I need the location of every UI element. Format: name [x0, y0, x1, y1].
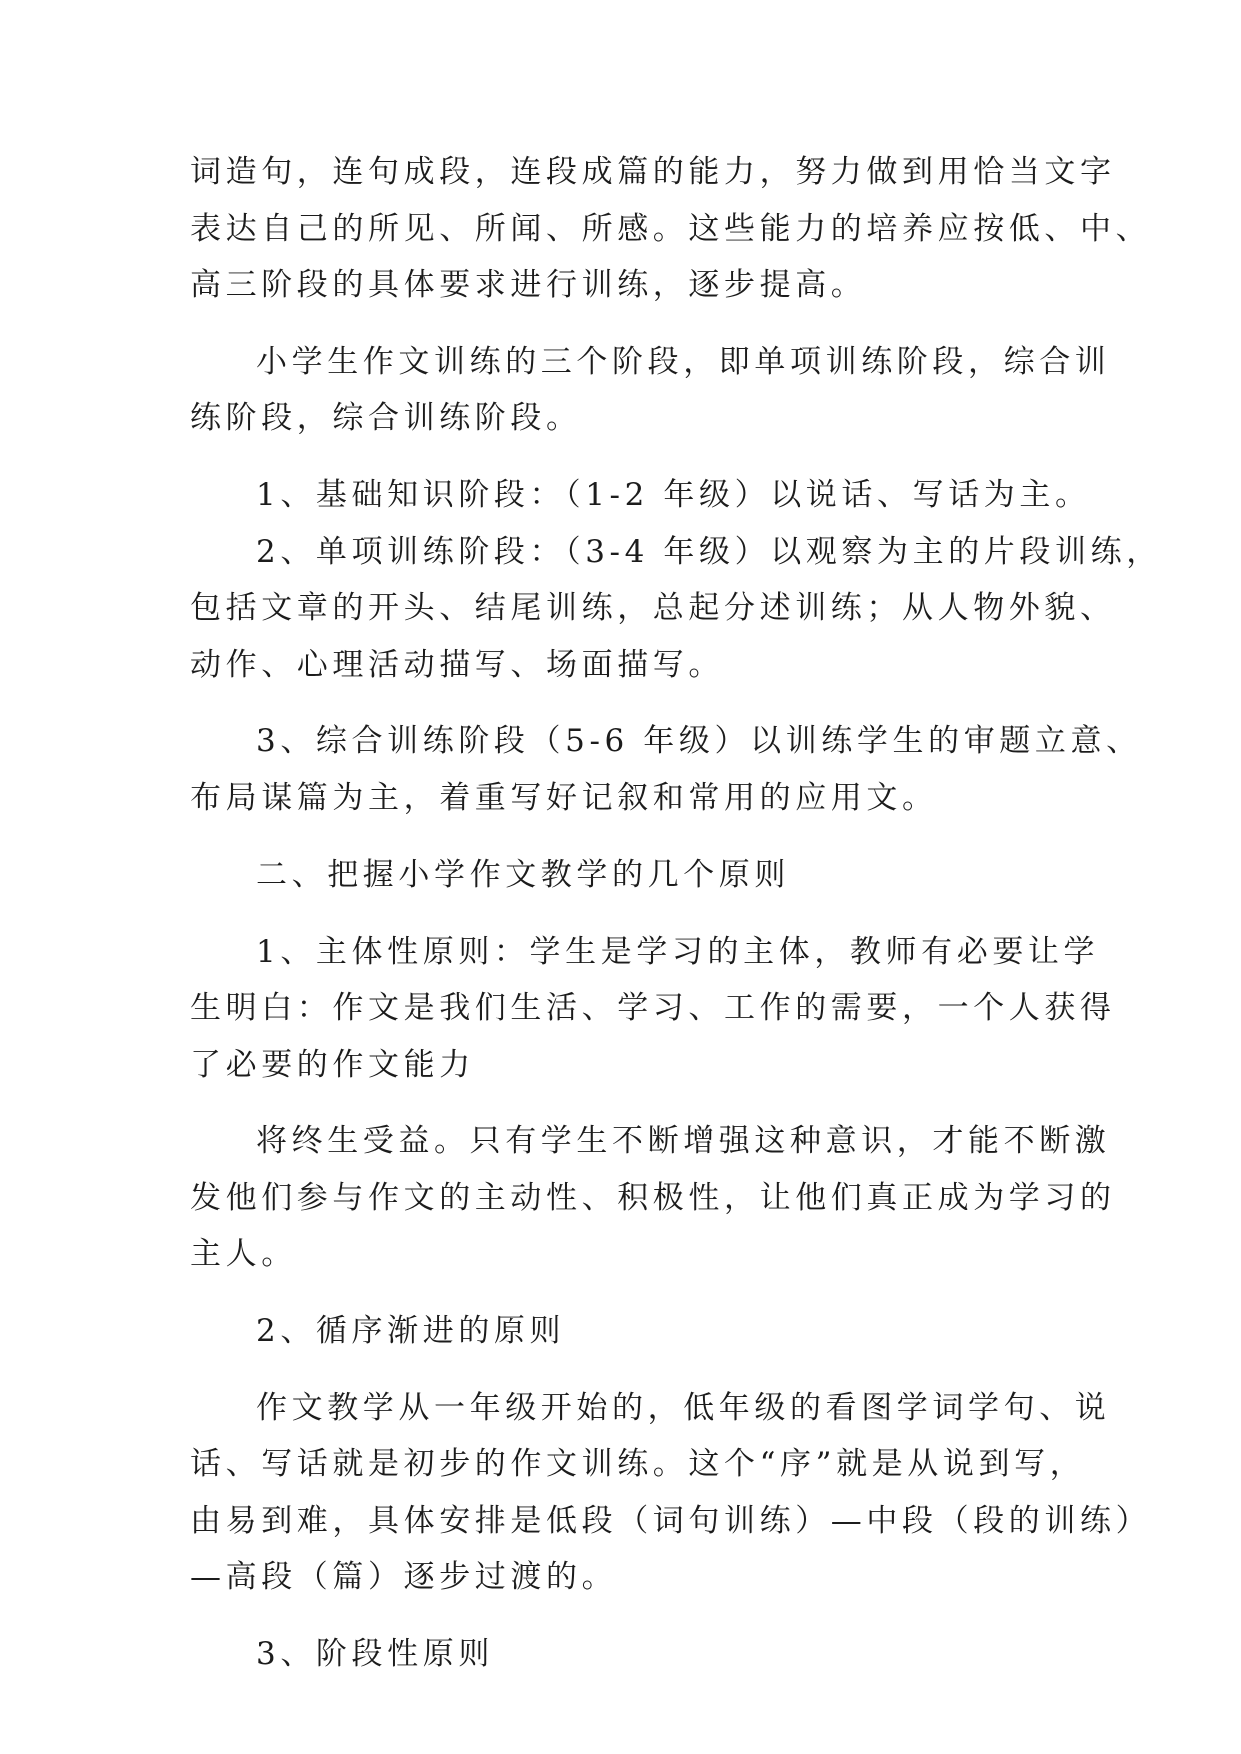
text-line: 布局谋篇为主，着重写好记叙和常用的应用文。 — [190, 780, 938, 816]
section-heading: 二、把握小学作文教学的几个原则 — [256, 857, 790, 893]
text-line: 由易到难，具体安排是低段（词句训练）—中段（段的训练） — [190, 1503, 1152, 1539]
text-line: 动作、心理活动描写、场面描写。 — [190, 647, 724, 683]
text-line: 了必要的作文能力 — [190, 1047, 475, 1083]
text-line: 包括文章的开头、结尾训练，总起分述训练；从人物外貌、 — [190, 590, 1116, 626]
principle-1: 1、主体性原则：学生是学习的主体，教师有必要让学 — [256, 934, 1100, 970]
principle-3: 3、阶段性原则 — [256, 1636, 494, 1672]
text-line: 高三阶段的具体要求进行训练，逐步提高。 — [190, 267, 867, 303]
text-line: 练阶段，综合训练阶段。 — [190, 400, 582, 436]
text-line: 话、写话就是初步的作文训练。这个“序”就是从说到写， — [190, 1446, 1086, 1482]
text-line: 主人。 — [190, 1236, 297, 1272]
text-line: —高段（篇）逐步过渡的。 — [190, 1559, 618, 1595]
text-line: 词造句，连句成段，连段成篇的能力，努力做到用恰当文字 — [190, 154, 1116, 190]
paragraph-start: 作文教学从一年级开始的，低年级的看图学词学句、说 — [256, 1390, 1111, 1426]
text-line: 发他们参与作文的主动性、积极性，让他们真正成为学习的 — [190, 1180, 1116, 1216]
text-line: 生明白：作文是我们生活、学习、工作的需要，一个人获得 — [190, 990, 1116, 1026]
list-item-3: 3、综合训练阶段（5-6 年级）以训练学生的审题立意、 — [256, 723, 1142, 759]
principle-2: 2、循序渐进的原则 — [256, 1313, 566, 1349]
text-line: 表达自己的所见、所闻、所感。这些能力的培养应按低、中、 — [190, 211, 1152, 247]
list-item-2: 2、单项训练阶段：（3-4 年级）以观察为主的片段训练， — [256, 534, 1162, 570]
list-item-1: 1、基础知识阶段：（1-2 年级）以说话、写话为主。 — [256, 477, 1091, 513]
paragraph-start: 小学生作文训练的三个阶段，即单项训练阶段，综合训 — [256, 344, 1111, 380]
paragraph-start: 将终生受益。只有学生不断增强这种意识，才能不断激 — [256, 1123, 1111, 1159]
